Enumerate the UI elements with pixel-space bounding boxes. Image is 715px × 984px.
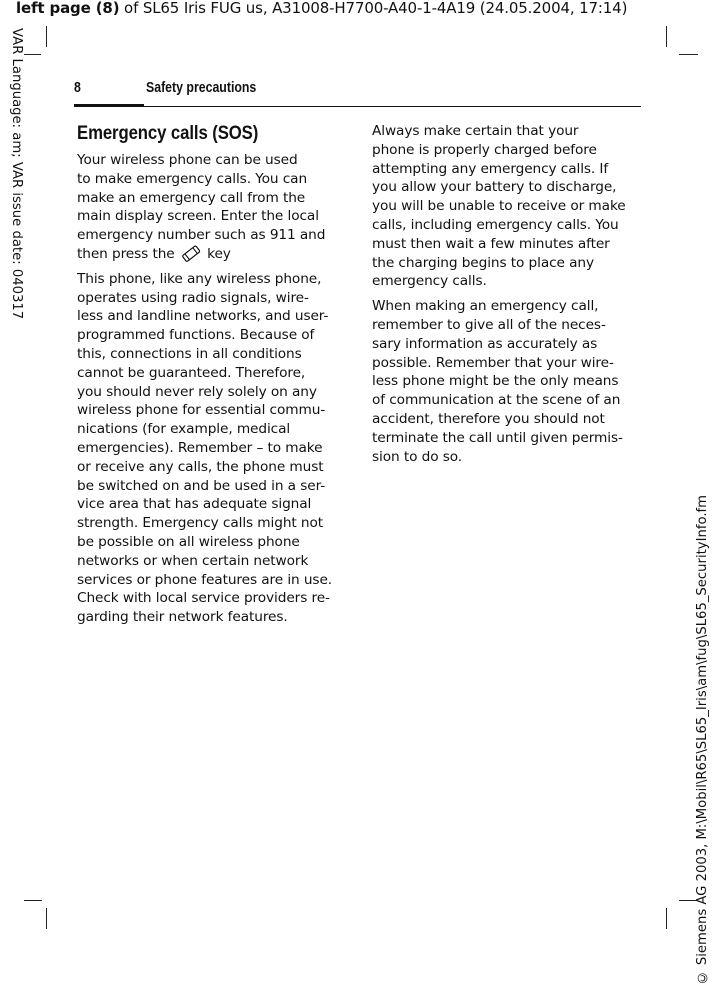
crop-mark <box>679 54 698 55</box>
text-line: attempting any emergency calls. If <box>372 160 609 177</box>
text-line: be possible on all wireless phone <box>77 533 300 550</box>
text-line: nications (for example, medical <box>77 421 291 438</box>
text-line: programmed functions. Because of <box>77 327 315 344</box>
section-title: Safety precautions <box>146 80 257 96</box>
page-number: 8 <box>74 80 81 96</box>
text-line: operates using radio signals, wire- <box>77 289 309 306</box>
text-line: When making an emergency call, <box>372 298 599 315</box>
text-line: sion to do so. <box>372 448 463 465</box>
emergency-calls-heading: Emergency calls (SOS) <box>77 123 259 144</box>
text-line: garding their network features. <box>77 609 288 626</box>
text-line: you allow your battery to discharge, <box>372 179 617 196</box>
crop-mark <box>46 908 47 929</box>
text-line: to make emergency calls. You can <box>77 170 308 187</box>
text-line: you should never rely solely on any <box>77 383 317 400</box>
text-line: phone is properly charged before <box>372 141 597 158</box>
text-line: networks or when certain network <box>77 552 309 569</box>
header-rule <box>74 106 641 107</box>
text-line: terminate the call until given permis- <box>372 429 623 446</box>
text-line: of communication at the scene of an <box>372 392 621 409</box>
text-line: possible. Remember that your wire- <box>372 354 614 371</box>
text-line: remember to give all of the neces- <box>372 316 606 333</box>
text-line: emergency calls. <box>372 273 487 290</box>
text-line: less and landline networks, and user- <box>77 308 329 325</box>
emergency-intro-paragraph <box>77 151 345 264</box>
copyright-filepath-note: © Siemens AG 2003, M:\Mobil\R65\SL65_Iris\am\fug\SL65_SecurityInfo.fm <box>695 495 710 984</box>
text-line: main display screen. Enter the local <box>77 208 319 225</box>
text-line: Check with local service providers re- <box>77 590 330 607</box>
crop-mark <box>46 26 47 47</box>
text-line: the charging begins to place any <box>372 254 594 271</box>
text-line: emergencies). Remember – to make <box>77 439 323 456</box>
crop-mark <box>24 900 42 901</box>
call-key-icon <box>180 245 202 262</box>
text-line: sary information as accurately as <box>372 335 598 352</box>
text-line: emergency number such as 911 and <box>77 227 326 244</box>
key-word-text: key <box>207 245 231 262</box>
text-line: you will be unable to receive or make <box>372 198 626 215</box>
call-information-paragraph <box>372 297 642 466</box>
text-line: accident, therefore you should not <box>372 410 605 427</box>
battery-paragraph <box>372 122 642 291</box>
text-line: Always make certain that your <box>372 123 579 139</box>
text-line: This phone, like any wireless phone, <box>77 270 322 287</box>
text-line: make an emergency call from the <box>77 189 306 206</box>
text-line: or receive any calls, the phone must <box>77 458 324 475</box>
print-job-details: of SL65 Iris FUG us, A31008-H7700-A40-1-4A19 (24.05.2004, 17:14) <box>119 0 628 17</box>
left-column <box>77 122 345 633</box>
text-line-with-key <box>77 245 345 264</box>
crop-mark <box>666 908 667 929</box>
press-key-text: then press the <box>77 245 175 262</box>
reliability-paragraph <box>77 270 345 627</box>
print-job-header <box>16 0 627 18</box>
text-line: services or phone features are in use. <box>77 571 333 588</box>
print-job-page-label: left page (8) <box>16 0 120 17</box>
crop-mark <box>666 26 667 47</box>
text-line: must then wait a few minutes after <box>372 235 610 252</box>
text-line: cannot be guaranteed. Therefore, <box>77 364 306 381</box>
text-line: less phone might be the only means <box>372 373 619 390</box>
var-language-note: VAR Language: am; VAR issue date: 040317 <box>9 28 24 320</box>
right-column <box>372 122 642 472</box>
crop-mark <box>24 54 41 55</box>
text-line: wireless phone for essential commu- <box>77 402 326 419</box>
text-line: this, connections in all conditions <box>77 345 302 362</box>
text-line: calls, including emergency calls. You <box>372 216 619 233</box>
text-line: strength. Emergency calls might not <box>77 515 324 532</box>
text-line: vice area that has adequate signal <box>77 496 312 513</box>
text-line: be switched on and be used in a ser- <box>77 477 326 494</box>
text-line: Your wireless phone can be used <box>77 152 298 168</box>
